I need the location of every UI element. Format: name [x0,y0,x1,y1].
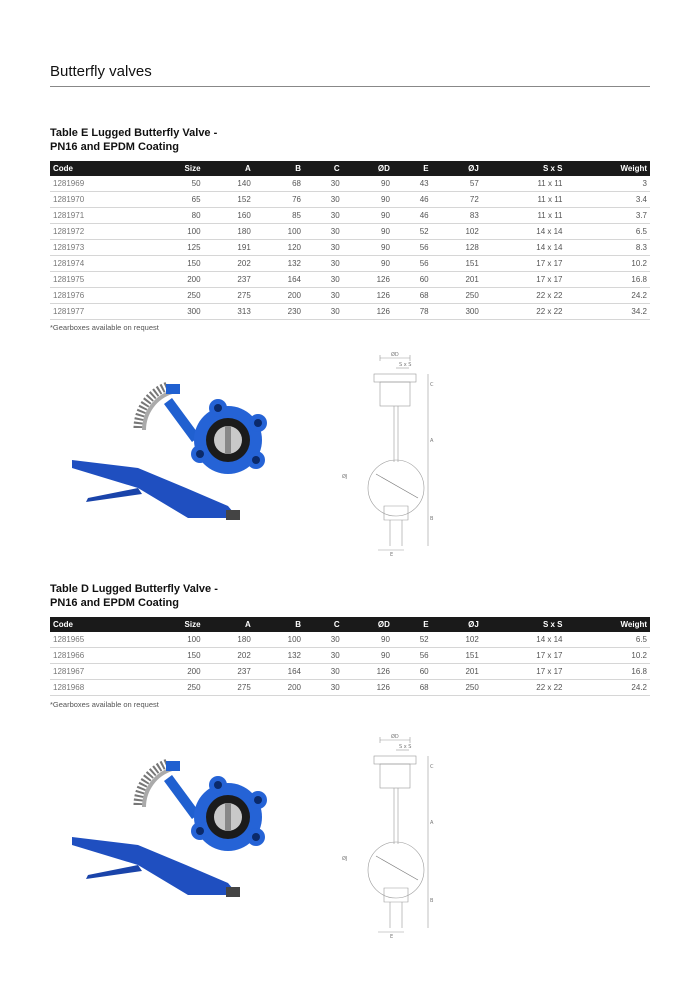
table-cell: 3 [566,176,650,192]
table-cell: 126 [343,272,393,288]
table-cell: 85 [254,208,304,224]
table-cell: 56 [393,240,432,256]
column-header: ØJ [432,161,482,176]
table-cell: 65 [146,192,203,208]
table-cell: 191 [204,240,254,256]
table-cell: 132 [254,256,304,272]
table-cell: 200 [254,288,304,304]
table-cell: 1281966 [50,648,146,664]
table-cell: 50 [146,176,203,192]
table-cell: 30 [304,256,343,272]
column-header: ØD [343,617,393,632]
page-title: Butterfly valves [50,63,152,80]
table-cell: 46 [393,192,432,208]
dim-e-label: E [390,552,394,558]
column-header: A [204,161,254,176]
dim-c-label: C [430,764,434,770]
table-cell: 16.8 [566,664,650,680]
column-header: E [393,161,432,176]
table-cell: 14 x 14 [482,240,566,256]
table-cell: 1281972 [50,224,146,240]
dim-s-label: S x S [399,362,412,368]
table-cell: 10.2 [566,256,650,272]
column-header: Size [146,161,203,176]
valve-photo-1 [68,378,278,528]
table-cell: 3.4 [566,192,650,208]
table-cell: 6.5 [566,224,650,240]
table-cell: 30 [304,304,343,320]
table-cell: 1281975 [50,272,146,288]
table-cell: 1281968 [50,680,146,696]
table-cell: 151 [432,648,482,664]
table-cell: 202 [204,256,254,272]
table-cell: 30 [304,192,343,208]
table-cell: 90 [343,192,393,208]
gear-box [166,384,180,394]
table-cell: 56 [393,648,432,664]
table-cell: 1281965 [50,632,146,648]
column-header: B [254,617,304,632]
table-d-subtitle: PN16 and EPDM Coating [50,597,179,609]
table-cell: 30 [304,664,343,680]
table-cell: 43 [393,176,432,192]
table-cell: 237 [204,272,254,288]
table-cell: 132 [254,648,304,664]
table-cell: 102 [432,224,482,240]
table-cell: 150 [146,256,203,272]
column-header: S x S [482,161,566,176]
table-d-note: *Gearboxes available on request [50,700,159,709]
table-row [50,632,650,648]
table-cell: 100 [146,224,203,240]
title-divider [50,86,650,87]
table-cell: 17 x 17 [482,648,566,664]
table-cell: 30 [304,224,343,240]
table-row [50,192,650,208]
table-cell: 201 [432,664,482,680]
table-cell: 250 [146,288,203,304]
table-e-subtitle: PN16 and EPDM Coating [50,141,179,153]
table-cell: 120 [254,240,304,256]
table-cell: 46 [393,208,432,224]
table-cell: 125 [146,240,203,256]
table-cell: 1281974 [50,256,146,272]
column-header: Weight [566,161,650,176]
table-row [50,224,650,240]
table-cell: 57 [432,176,482,192]
table-cell: 14 x 14 [482,632,566,648]
dim-j-label: ØJ [342,856,348,862]
table-cell: 126 [343,680,393,696]
table-cell: 16.8 [566,272,650,288]
table-cell: 60 [393,664,432,680]
table-cell: 17 x 17 [482,256,566,272]
table-e-heading [50,126,350,154]
table-cell: 164 [254,272,304,288]
column-header: Code [50,161,146,176]
table-cell: 30 [304,288,343,304]
table-cell: 100 [146,632,203,648]
table-cell: 11 x 11 [482,208,566,224]
dim-b-label: B [430,516,434,522]
table-d-title: Table D Lugged Butterfly Valve - [50,583,218,595]
table-cell: 1281971 [50,208,146,224]
table-cell: 250 [432,680,482,696]
table-row [50,272,650,288]
table-row [50,680,650,696]
dim-d-label: ØD [391,734,399,740]
table-cell: 1281967 [50,664,146,680]
column-header: A [204,617,254,632]
dim-b-label: B [430,898,434,904]
table-cell: 30 [304,208,343,224]
table-d-header-row [50,617,650,632]
table-cell: 1281970 [50,192,146,208]
table-cell: 90 [343,224,393,240]
column-header: Weight [566,617,650,632]
table-cell: 60 [393,272,432,288]
table-cell: 151 [432,256,482,272]
table-cell: 126 [343,304,393,320]
table-cell: 300 [146,304,203,320]
table-cell: 200 [146,664,203,680]
table-cell: 30 [304,240,343,256]
valve-body [191,399,267,474]
table-cell: 14 x 14 [482,224,566,240]
dim-a-label: A [430,438,434,444]
valve-body [191,776,267,851]
table-cell: 202 [204,648,254,664]
table-cell: 180 [204,224,254,240]
column-header: C [304,161,343,176]
table-cell: 140 [204,176,254,192]
table-e-title: Table E Lugged Butterfly Valve - [50,127,218,139]
table-cell: 22 x 22 [482,680,566,696]
table-cell: 180 [204,632,254,648]
table-cell: 34.2 [566,304,650,320]
table-cell: 1281973 [50,240,146,256]
table-cell: 83 [432,208,482,224]
table-cell: 313 [204,304,254,320]
table-cell: 164 [254,664,304,680]
table-e [50,161,650,320]
table-row [50,648,650,664]
table-cell: 275 [204,288,254,304]
gear-box [166,761,180,771]
dim-a-label: A [430,820,434,826]
table-cell: 24.2 [566,680,650,696]
table-cell: 250 [432,288,482,304]
table-cell: 152 [204,192,254,208]
table-e-note: *Gearboxes available on request [50,323,159,332]
table-cell: 72 [432,192,482,208]
table-cell: 90 [343,632,393,648]
table-cell: 1281969 [50,176,146,192]
dim-j-label: ØJ [342,474,348,480]
table-row [50,176,650,192]
column-header: Code [50,617,146,632]
table-row [50,664,650,680]
table-cell: 237 [204,664,254,680]
table-cell: 30 [304,680,343,696]
column-header: ØD [343,161,393,176]
table-d [50,617,650,696]
dim-c-label: C [430,382,434,388]
table-cell: 90 [343,208,393,224]
table-row [50,240,650,256]
table-cell: 56 [393,256,432,272]
table-cell: 22 x 22 [482,304,566,320]
column-header: C [304,617,343,632]
table-cell: 11 x 11 [482,176,566,192]
table-cell: 52 [393,224,432,240]
table-cell: 90 [343,256,393,272]
table-cell: 30 [304,176,343,192]
table-cell: 128 [432,240,482,256]
table-cell: 80 [146,208,203,224]
table-cell: 76 [254,192,304,208]
table-cell: 160 [204,208,254,224]
technical-drawing-2 [336,732,446,942]
table-cell: 78 [393,304,432,320]
table-cell: 8.3 [566,240,650,256]
technical-drawing-1 [336,350,446,560]
table-cell: 30 [304,272,343,288]
table-cell: 6.5 [566,632,650,648]
table-cell: 1281976 [50,288,146,304]
column-header: B [254,161,304,176]
table-cell: 30 [304,648,343,664]
table-cell: 90 [343,648,393,664]
table-row [50,256,650,272]
table-row [50,208,650,224]
table-row [50,304,650,320]
column-header: S x S [482,617,566,632]
table-cell: 11 x 11 [482,192,566,208]
table-cell: 22 x 22 [482,288,566,304]
dim-d-label: ØD [391,352,399,358]
table-row [50,288,650,304]
table-cell: 68 [393,288,432,304]
table-cell: 200 [146,272,203,288]
table-e-header-row [50,161,650,176]
table-cell: 275 [204,680,254,696]
table-cell: 250 [146,680,203,696]
column-header: E [393,617,432,632]
table-cell: 17 x 17 [482,272,566,288]
table-cell: 3.7 [566,208,650,224]
table-cell: 30 [304,632,343,648]
table-cell: 68 [393,680,432,696]
table-cell: 150 [146,648,203,664]
dim-s-label: S x S [399,744,412,750]
table-cell: 10.2 [566,648,650,664]
table-cell: 201 [432,272,482,288]
table-d-heading [50,582,350,610]
table-cell: 68 [254,176,304,192]
table-cell: 102 [432,632,482,648]
table-cell: 24.2 [566,288,650,304]
table-cell: 52 [393,632,432,648]
table-cell: 100 [254,224,304,240]
table-cell: 200 [254,680,304,696]
table-cell: 90 [343,240,393,256]
table-cell: 230 [254,304,304,320]
table-cell: 17 x 17 [482,664,566,680]
dim-e-label: E [390,934,394,940]
table-cell: 1281977 [50,304,146,320]
column-header: Size [146,617,203,632]
table-cell: 90 [343,176,393,192]
table-cell: 126 [343,664,393,680]
column-header: ØJ [432,617,482,632]
table-cell: 100 [254,632,304,648]
valve-photo-2 [68,755,278,905]
table-cell: 300 [432,304,482,320]
table-cell: 126 [343,288,393,304]
